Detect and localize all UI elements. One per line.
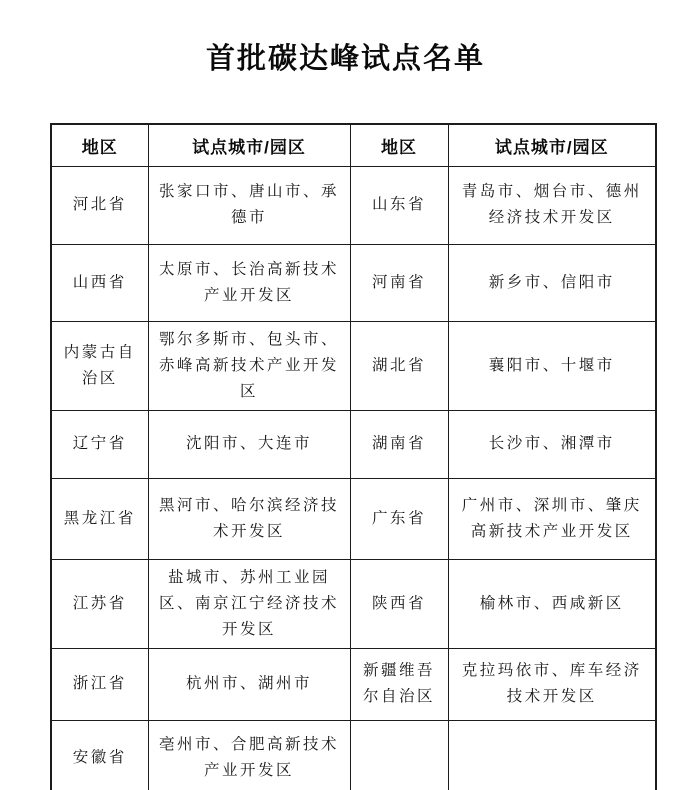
- region-cell-left: 辽宁省: [51, 410, 148, 478]
- cities-cell-left: 杭州市、湖州市: [148, 648, 350, 720]
- region-cell-left: 山西省: [51, 244, 148, 321]
- cities-cell-right: 襄阳市、十堰市: [448, 321, 656, 410]
- table-row: [51, 648, 656, 720]
- cities-cell-left: 沈阳市、大连市: [148, 410, 350, 478]
- table-row: [51, 321, 656, 410]
- cities-cell-right: [448, 720, 656, 790]
- cities-cell-left: 太原市、长治高新技术产业开发区: [148, 244, 350, 321]
- region-cell-left: 江苏省: [51, 559, 148, 648]
- cities-cell-right: 克拉玛依市、库车经济技术开发区: [448, 648, 656, 720]
- table-row: [51, 244, 656, 321]
- cities-cell-left: 亳州市、合肥高新技术产业开发区: [148, 720, 350, 790]
- cities-cell-right: 新乡市、信阳市: [448, 244, 656, 321]
- table-row: [51, 478, 656, 559]
- table-row: [51, 720, 656, 790]
- region-cell-right: 新疆维吾尔自治区: [350, 648, 448, 720]
- region-cell-right: 湖北省: [350, 321, 448, 410]
- header-cities-left: 试点城市/园区: [148, 124, 350, 166]
- region-cell-right: 湖南省: [350, 410, 448, 478]
- cities-cell-left: 张家口市、唐山市、承德市: [148, 166, 350, 244]
- region-cell-right: 山东省: [350, 166, 448, 244]
- cities-cell-right: 长沙市、湘潭市: [448, 410, 656, 478]
- region-cell-left: 浙江省: [51, 648, 148, 720]
- region-cell-right: 河南省: [350, 244, 448, 321]
- cities-cell-left: 盐城市、苏州工业园区、南京江宁经济技术开发区: [148, 559, 350, 648]
- region-cell-left: 黑龙江省: [51, 478, 148, 559]
- table-body: [51, 166, 656, 790]
- page-title: 首批碳达峰试点名单: [205, 43, 485, 75]
- region-cell-right: [350, 720, 448, 790]
- header-cities-right: 试点城市/园区: [448, 124, 656, 166]
- region-cell-right: 陕西省: [350, 559, 448, 648]
- cities-cell-right: 青岛市、烟台市、德州经济技术开发区: [448, 166, 656, 244]
- table-row: [51, 410, 656, 478]
- header-row: [51, 124, 656, 166]
- header-region-right: 地区: [350, 124, 448, 166]
- cities-cell-left: 鄂尔多斯市、包头市、赤峰高新技术产业开发区: [148, 321, 350, 410]
- header-region-left: 地区: [51, 124, 148, 166]
- cities-cell-right: 广州市、深圳市、肇庆高新技术产业开发区: [448, 478, 656, 559]
- cities-cell-left: 黑河市、哈尔滨经济技术开发区: [148, 478, 350, 559]
- region-cell-left: 安徽省: [51, 720, 148, 790]
- cities-cell-right: 榆林市、西咸新区: [448, 559, 656, 648]
- pilot-list-table: [50, 123, 657, 790]
- table-row: [51, 559, 656, 648]
- region-cell-left: 河北省: [51, 166, 148, 244]
- region-cell-right: 广东省: [350, 478, 448, 559]
- table-row: [51, 166, 656, 244]
- table-header: [51, 124, 656, 166]
- region-cell-left: 内蒙古自治区: [51, 321, 148, 410]
